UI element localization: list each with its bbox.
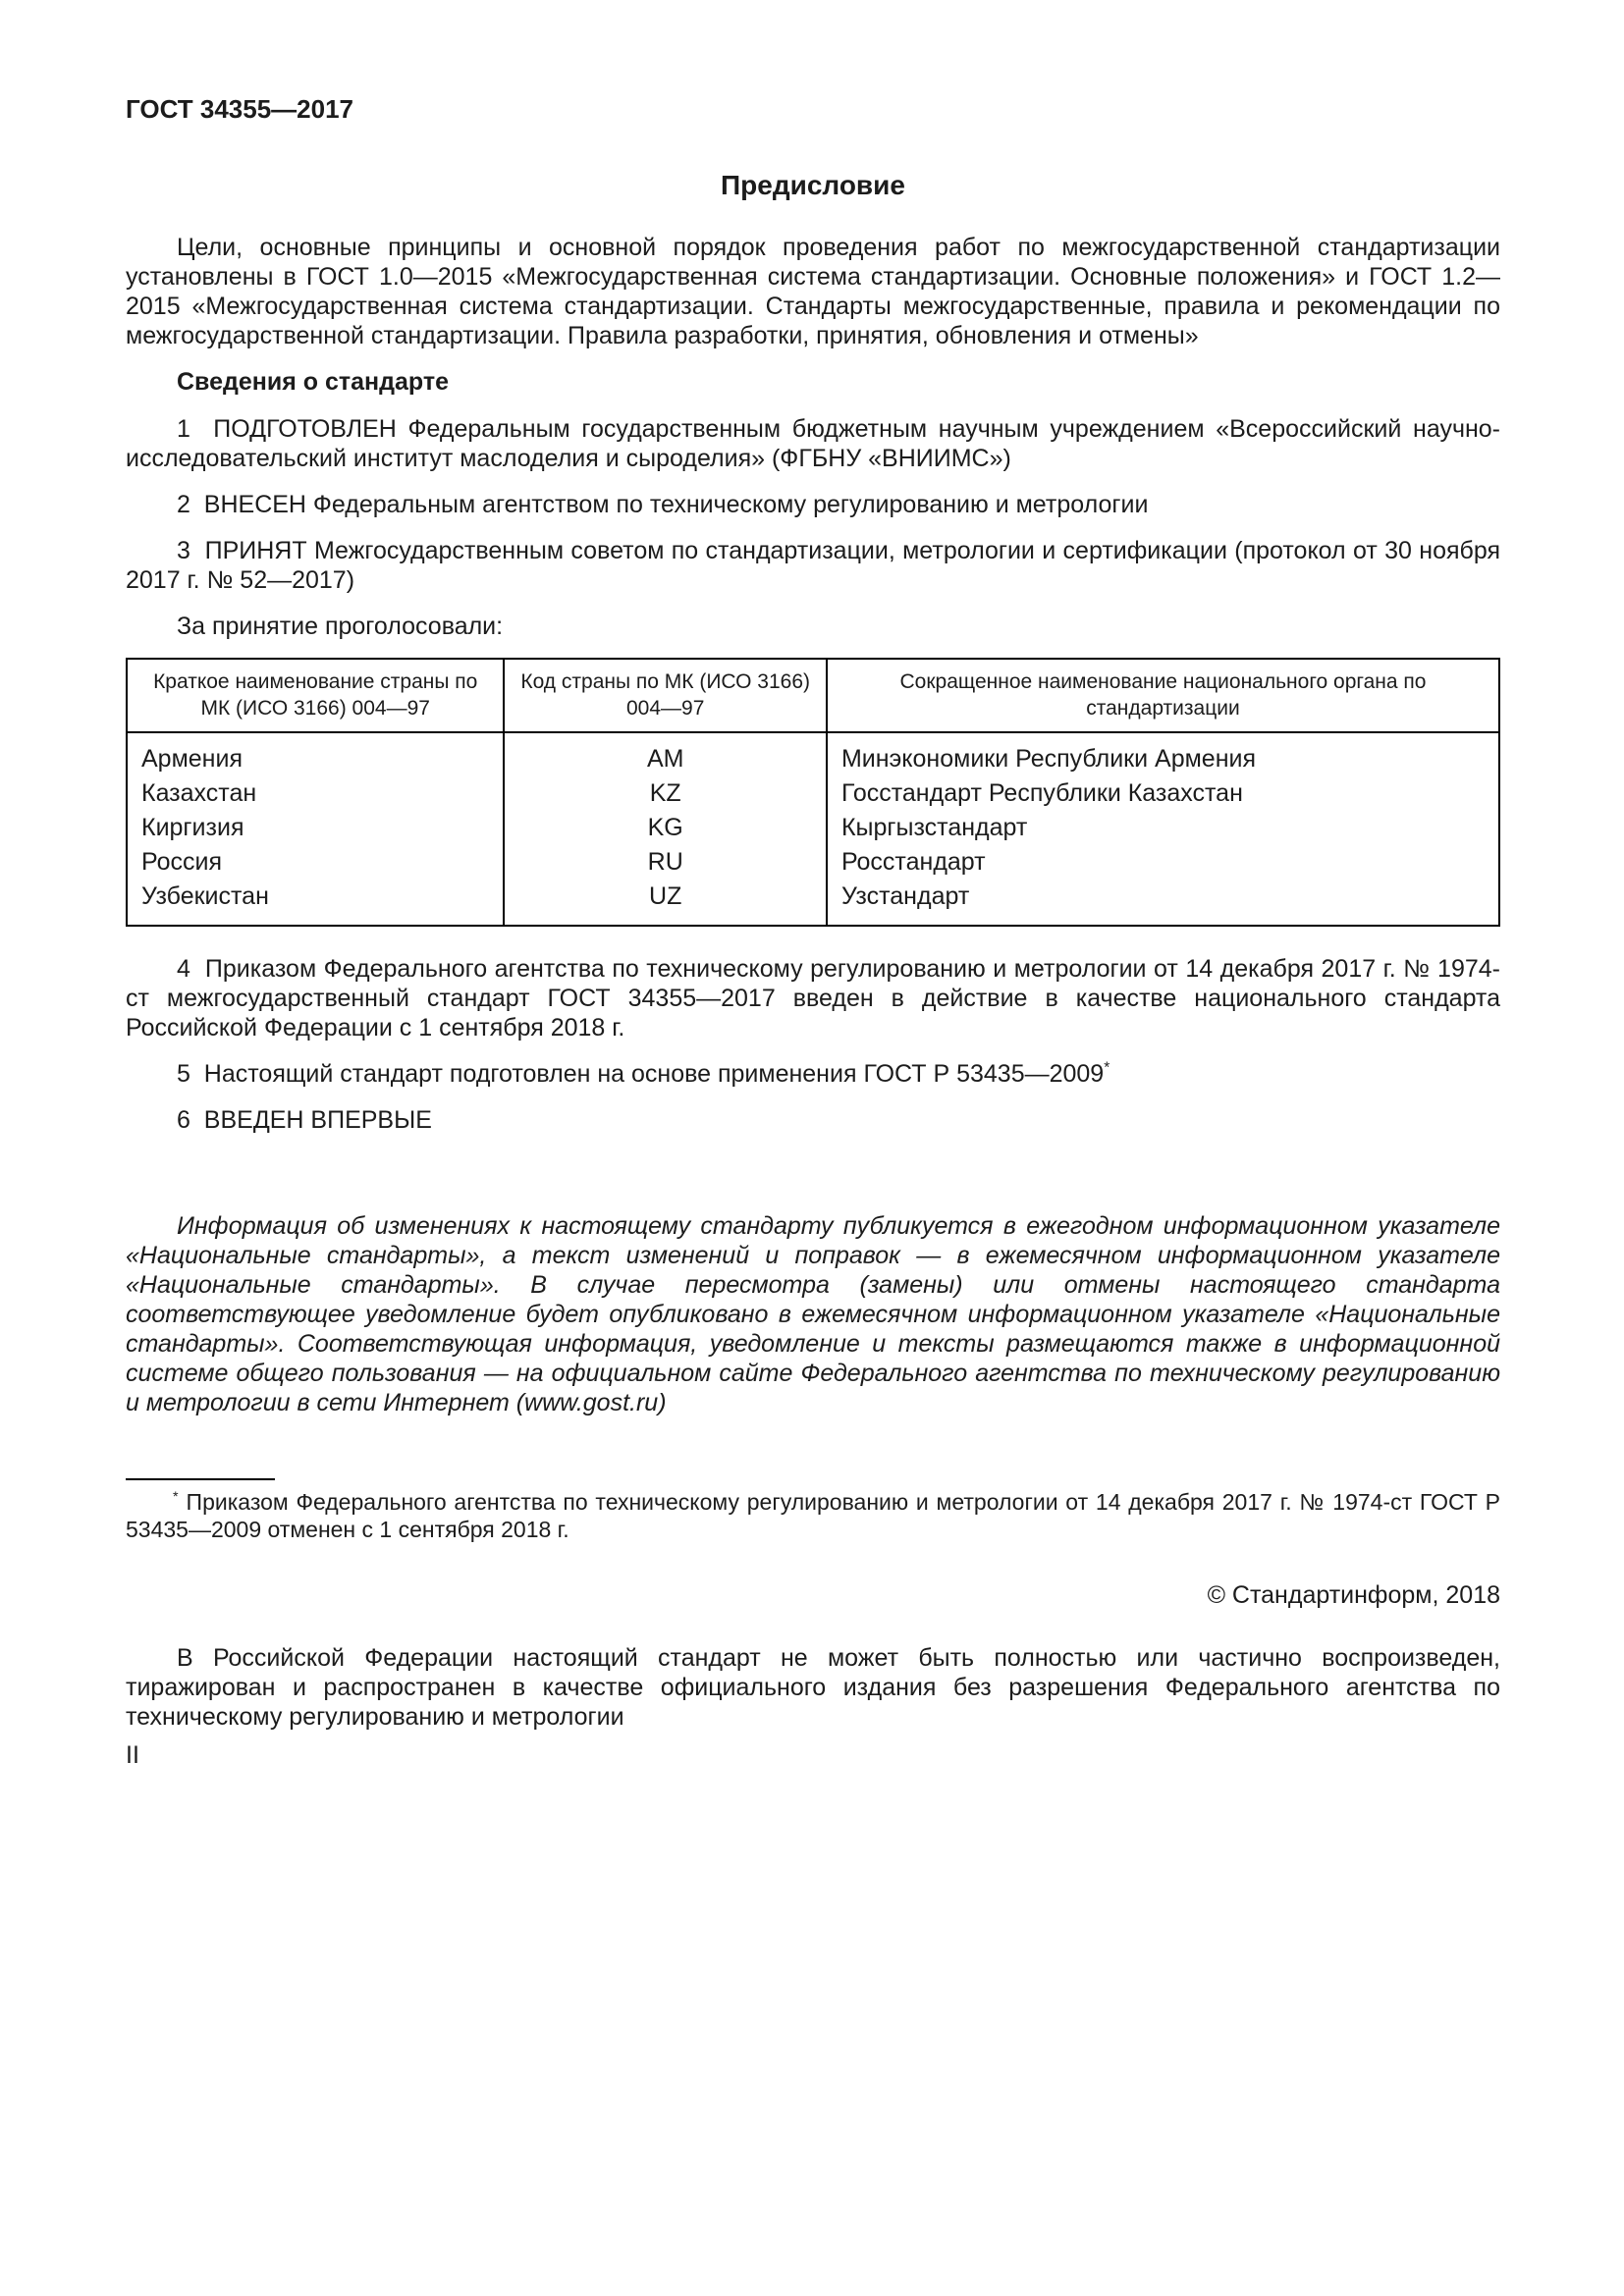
copyright-notice: © Стандартинформ, 2018 — [1207, 1581, 1500, 1610]
cell-code: KZ — [504, 776, 827, 811]
clause-6-first-edition: 6 ВВЕДЕН ВПЕРВЫЕ — [177, 1105, 432, 1134]
vote-intro: За принятие проголосовали: — [177, 613, 504, 640]
table-row — [127, 880, 1499, 926]
footnote-area — [126, 1478, 1500, 1545]
column-header-national-body: Сокращенное наименование национального органа по стандартизации — [827, 659, 1499, 732]
table-row — [127, 811, 1499, 845]
cell-code: AM — [504, 732, 827, 776]
cell-country: Узбекистан — [127, 880, 504, 926]
cell-org: Госстандарт Республики Казахстан — [827, 776, 1499, 811]
vote-table-header — [127, 659, 1499, 732]
reproduction-restriction: В Российской Федерации настоящий стандарт не может быть полностью или частично воспроизведен, тиражирован и распространен в качестве официального издания без разрешения Федерального агентства по техническому регулированию и метрологии — [126, 1644, 1500, 1732]
page-number: II — [126, 1741, 139, 1770]
cell-org: Узстандарт — [827, 880, 1499, 926]
clause-1-prepared: 1 ПОДГОТОВЛЕН Федеральным государственным бюджетным научным учреждением «Всероссийский научно-исследовательский институт маслоделия и сыроделия» (ФГБНУ «ВНИИМС») — [126, 415, 1500, 472]
cell-country: Армения — [127, 732, 504, 776]
table-row — [127, 776, 1499, 811]
footnote-reference: * — [1104, 1059, 1110, 1077]
intro-paragraph: Цели, основные принципы и основной порядок проведения работ по межгосударственной стандартизации установлены в ГОСТ 1.0—2015 «Межгосударственная система стандартизации. Основные положения» и ГОСТ 1.2—2015 «Межгосударственная система стандартизации. Стандарты межгосударственные, правила и рекомендации по межгосударственной стандартизации. Правила разработки, принятия, обновления и отмены» — [126, 234, 1500, 349]
cell-code: UZ — [504, 880, 827, 926]
footnote-text — [126, 1488, 1500, 1545]
amendments-info-note: Информация об изменениях к настоящему стандарту публикуется в ежегодном информационном указателе «Национальные стандарты», а текст изменений и поправок — в ежемесячном информационном указателе «Национальные стандарты». В случае пересмотра (замены) или отмены настоящего стандарта соответствующее уведомление будет опубликовано в ежемесячном информационном указателе «Национальные стандарты». Соответствующая информация, уведомление и тексты размещаются также в информационной системе общего пользования — на официальном сайте Федерального агентства по техническому регулированию и метрологии в сети Интернет (www.gost.ru) — [126, 1211, 1500, 1416]
footnote-rule — [126, 1478, 275, 1480]
column-header-country-name: Краткое наименование страны по МК (ИСО 3166) 004—97 — [127, 659, 504, 732]
clause-5-basis — [126, 1059, 1500, 1089]
vote-table — [126, 658, 1500, 927]
clause-5-text: 5 Настоящий стандарт подготовлен на основе применения ГОСТ Р 53435—2009 — [177, 1059, 1105, 1088]
cell-country: Россия — [127, 845, 504, 880]
document-header: ГОСТ 34355—2017 — [126, 94, 353, 124]
column-header-country-code: Код страны по МК (ИСО 3166) 004—97 — [504, 659, 827, 732]
footnote-marker: * — [173, 1488, 179, 1505]
clause-2-submitted: 2 ВНЕСЕН Федеральным агентством по техническому регулированию и метрологии — [177, 491, 1149, 518]
cell-code: RU — [504, 845, 827, 880]
footnote-body: Приказом Федерального агентства по техническому регулированию и метрологии от 14 декабря 2017 г. № 1974-ст ГОСТ Р 53435—2009 отменен с 1 сентября 2018 г. — [126, 1488, 1500, 1543]
table-row — [127, 845, 1499, 880]
clause-3-adopted: 3 ПРИНЯТ Межгосударственным советом по стандартизации, метрологии и сертификации (протокол от 30 ноября 2017 г. № 52—2017) — [126, 537, 1500, 594]
page-title: Предисловие — [721, 170, 905, 200]
cell-code: KG — [504, 811, 827, 845]
section-heading: Сведения о стандарте — [177, 368, 450, 396]
cell-country: Казахстан — [127, 776, 504, 811]
cell-country: Киргизия — [127, 811, 504, 845]
cell-org: Росстандарт — [827, 845, 1499, 880]
cell-org: Кыргызстандарт — [827, 811, 1499, 845]
table-row — [127, 732, 1499, 776]
clause-4-order: 4 Приказом Федерального агентства по техническому регулированию и метрологии от 14 декабря 2017 г. № 1974-ст межгосударственный стандарт ГОСТ 34355—2017 введен в действие в качестве национального стандарта Российской Федерации с 1 сентября 2018 г. — [126, 954, 1500, 1041]
cell-org: Минэкономики Республики Армения — [827, 732, 1499, 776]
